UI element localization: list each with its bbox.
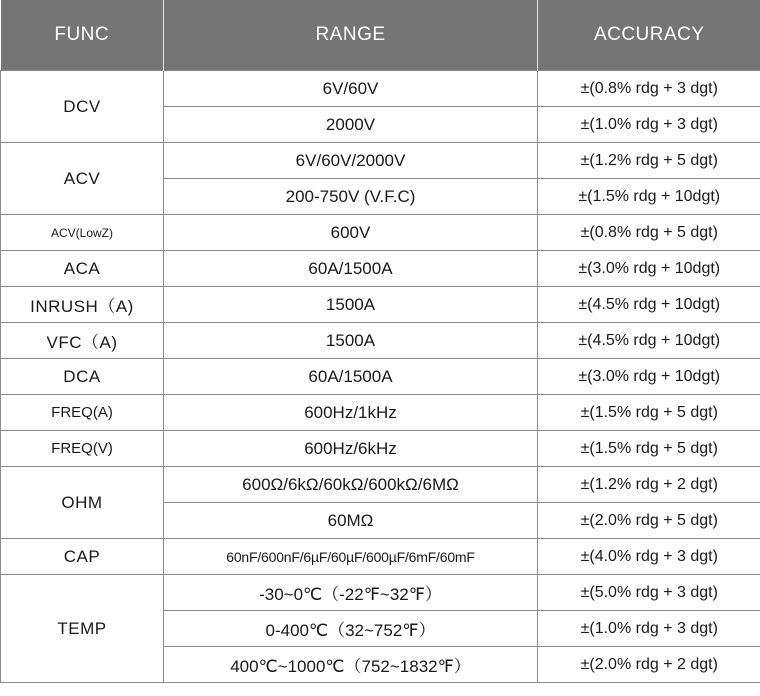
range-cell: 6V/60V/2000V bbox=[164, 143, 538, 179]
table-row bbox=[1, 539, 760, 575]
table-row bbox=[1, 215, 760, 251]
table-row bbox=[1, 575, 760, 611]
accuracy-cell: ±(5.0% rdg + 3 dgt) bbox=[538, 575, 760, 611]
accuracy-cell: ±(1.5% rdg + 10dgt) bbox=[538, 179, 760, 215]
accuracy-cell: ±(1.5% rdg + 5 dgt) bbox=[538, 395, 760, 431]
table-row bbox=[1, 143, 760, 179]
func-cell: CAP bbox=[1, 539, 164, 575]
range-cell: 600Hz/1kHz bbox=[164, 395, 538, 431]
accuracy-cell: ±(1.0% rdg + 3 dgt) bbox=[538, 107, 760, 143]
range-cell: 6V/60V bbox=[164, 71, 538, 107]
header-func: FUNC bbox=[1, 0, 164, 71]
func-cell: ACV bbox=[1, 143, 164, 215]
range-cell: 600Hz/6kHz bbox=[164, 431, 538, 467]
accuracy-cell: ±(4.0% rdg + 3 dgt) bbox=[538, 539, 760, 575]
table-row bbox=[1, 287, 760, 323]
range-cell: 2000V bbox=[164, 107, 538, 143]
accuracy-cell: ±(1.2% rdg + 5 dgt) bbox=[538, 143, 760, 179]
accuracy-cell: ±(4.5% rdg + 10dgt) bbox=[538, 323, 760, 359]
range-cell: 1500A bbox=[164, 323, 538, 359]
accuracy-cell: ±(0.8% rdg + 3 dgt) bbox=[538, 71, 760, 107]
table-row bbox=[1, 71, 760, 107]
header-range: RANGE bbox=[164, 0, 538, 71]
func-cell: DCA bbox=[1, 359, 164, 395]
range-cell: 60A/1500A bbox=[164, 251, 538, 287]
accuracy-cell: ±(3.0% rdg + 10dgt) bbox=[538, 359, 760, 395]
func-cell: ACV(LowZ) bbox=[1, 215, 164, 251]
func-cell: INRUSH（A) bbox=[1, 287, 164, 323]
table-row bbox=[1, 431, 760, 467]
accuracy-cell: ±(2.0% rdg + 2 dgt) bbox=[538, 647, 760, 683]
range-cell: 1500A bbox=[164, 287, 538, 323]
func-cell: FREQ(V) bbox=[1, 431, 164, 467]
table-row bbox=[1, 395, 760, 431]
func-cell: TEMP bbox=[1, 575, 164, 683]
range-cell: 600Ω/6kΩ/60kΩ/600kΩ/6MΩ bbox=[164, 467, 538, 503]
func-cell: OHM bbox=[1, 467, 164, 539]
func-cell: ACA bbox=[1, 251, 164, 287]
table-row bbox=[1, 359, 760, 395]
range-cell: 200-750V (V.F.C) bbox=[164, 179, 538, 215]
accuracy-cell: ±(4.5% rdg + 10dgt) bbox=[538, 287, 760, 323]
func-cell: VFC（A) bbox=[1, 323, 164, 359]
table-row bbox=[1, 251, 760, 287]
accuracy-cell: ±(1.5% rdg + 5 dgt) bbox=[538, 431, 760, 467]
header-accuracy: ACCURACY bbox=[538, 0, 760, 71]
range-cell: 60A/1500A bbox=[164, 359, 538, 395]
func-cell: DCV bbox=[1, 71, 164, 143]
table-row bbox=[1, 323, 760, 359]
accuracy-cell: ±(1.0% rdg + 3 dgt) bbox=[538, 611, 760, 647]
accuracy-cell: ±(2.0% rdg + 5 dgt) bbox=[538, 503, 760, 539]
accuracy-cell: ±(0.8% rdg + 5 dgt) bbox=[538, 215, 760, 251]
range-cell: 0-400℃（32~752℉） bbox=[164, 611, 538, 647]
accuracy-cell: ±(1.2% rdg + 2 dgt) bbox=[538, 467, 760, 503]
range-cell: 60MΩ bbox=[164, 503, 538, 539]
range-cell: 400℃~1000℃（752~1832℉） bbox=[164, 647, 538, 683]
range-cell: 60nF/600nF/6µF/60µF/600µF/6mF/60mF bbox=[164, 539, 538, 575]
range-cell: 600V bbox=[164, 215, 538, 251]
table-row bbox=[1, 467, 760, 503]
func-cell: FREQ(A) bbox=[1, 395, 164, 431]
accuracy-cell: ±(3.0% rdg + 10dgt) bbox=[538, 251, 760, 287]
header-row bbox=[1, 0, 760, 71]
range-cell: -30~0℃（-22℉~32℉） bbox=[164, 575, 538, 611]
